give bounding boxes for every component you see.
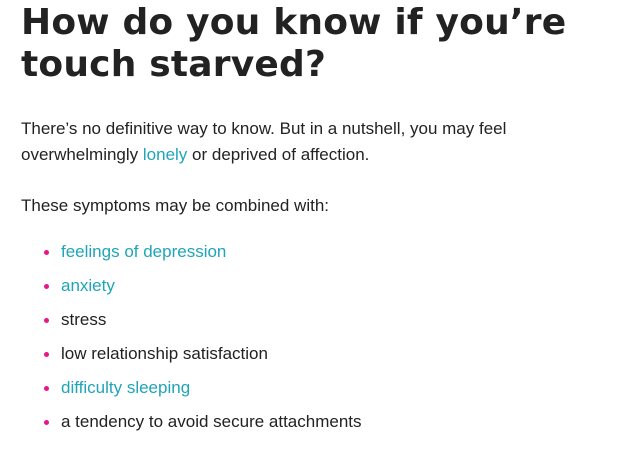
symptom-text: stress — [61, 310, 107, 329]
lonely-link[interactable]: lonely — [142, 145, 188, 164]
bullet-icon — [44, 420, 49, 425]
list-item — [41, 337, 621, 371]
list-item — [41, 235, 621, 269]
anxiety-link[interactable]: anxiety — [61, 276, 115, 295]
bullet-icon — [44, 284, 49, 289]
bullet-icon — [44, 250, 49, 255]
depression-link[interactable]: feelings of depression — [61, 242, 227, 261]
intro-text-before-link: There’s no definitive way to know. But in a nutshell, you may feel overwhelmingly — [21, 119, 507, 164]
list-item — [41, 371, 621, 405]
bullet-icon — [44, 352, 49, 357]
list-item — [41, 269, 621, 303]
bullet-icon — [44, 386, 49, 391]
symptoms-list — [21, 235, 621, 439]
combined-with-paragraph: These symptoms may be combined with: — [21, 196, 330, 215]
bullet-icon — [44, 318, 49, 323]
section-heading: How do you know if you’re touch starved? — [21, 2, 567, 85]
list-item — [41, 405, 621, 439]
list-item — [41, 303, 621, 337]
symptom-text: low relationship satisfaction — [61, 344, 268, 363]
difficulty-sleeping-link[interactable]: difficulty sleeping — [61, 378, 191, 397]
intro-text-after-link: or deprived of affection. — [187, 145, 370, 164]
symptom-text: a tendency to avoid secure attachments — [61, 412, 362, 431]
intro-paragraph — [21, 116, 601, 168]
